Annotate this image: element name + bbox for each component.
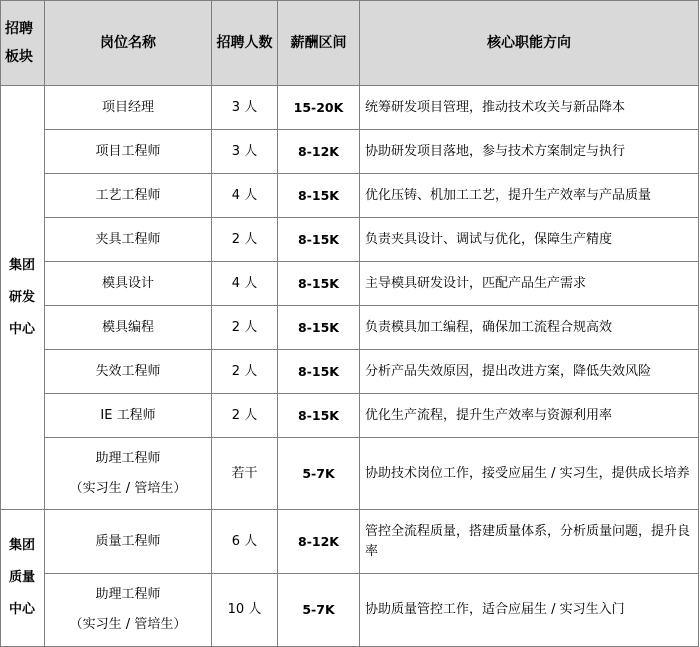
position-title: 助理工程师 [95,450,161,466]
table-row [1,306,699,350]
duty-cell: 协助质量管控工作，适合应届生 / 实习生入门 [360,574,699,647]
position-subtitle: （实习生 / 管培生） [69,617,187,632]
table-row [1,174,699,218]
headcount-cell: 4 人 [212,262,278,306]
position-cell: 项目经理 [45,86,212,130]
headcount-cell: 6 人 [212,510,278,574]
salary-cell: 8-12K [278,510,360,574]
salary-cell: 8-15K [278,174,360,218]
position-cell: 工艺工程师 [45,174,212,218]
headcount-cell: 2 人 [212,218,278,262]
position-cell: 质量工程师 [45,510,212,574]
salary-cell: 8-12K [278,130,360,174]
salary-cell: 15-20K [278,86,360,130]
duty-cell: 优化压铸、机加工工艺，提升生产效率与产品质量 [360,174,699,218]
table-row [1,510,699,574]
table-header-row [1,1,699,86]
position-cell: 项目工程师 [45,130,212,174]
position-cell: IE 工程师 [45,394,212,438]
header-salary: 薪酬区间 [278,1,360,86]
header-duty: 核心职能方向 [360,1,699,86]
table-row [1,350,699,394]
position-cell [45,574,212,647]
table-row [1,218,699,262]
position-cell: 模具编程 [45,306,212,350]
salary-cell: 8-15K [278,394,360,438]
header-headcount: 招聘人数 [212,1,278,86]
header-position: 岗位名称 [45,1,212,86]
table-row [1,574,699,647]
duty-cell: 协助研发项目落地，参与技术方案制定与执行 [360,130,699,174]
salary-cell: 8-15K [278,350,360,394]
salary-cell: 5-7K [278,438,360,510]
headcount-cell: 3 人 [212,130,278,174]
position-title: 助理工程师 [95,587,161,602]
table-row [1,438,699,510]
table-row [1,86,699,130]
duty-cell: 协助技术岗位工作，接受应届生 / 实习生，提供成长培养 [360,438,699,510]
position-cell: 夹具工程师 [45,218,212,262]
position-cell [45,438,212,510]
duty-cell: 主导模具研发设计，匹配产品生产需求 [360,262,699,306]
position-subtitle: （实习生 / 管培生） [69,480,187,496]
headcount-cell: 3 人 [212,86,278,130]
position-cell: 失效工程师 [45,350,212,394]
duty-cell: 统筹研发项目管理，推动技术攻关与新品降本 [360,86,699,130]
table-row [1,130,699,174]
section-quality-center: 集团质量中心 [1,510,45,647]
duty-cell: 优化生产流程，提升生产效率与资源利用率 [360,394,699,438]
headcount-cell: 若干 [212,438,278,510]
table-row [1,262,699,306]
headcount-cell: 4 人 [212,174,278,218]
duty-cell: 负责夹具设计、调试与优化，保障生产精度 [360,218,699,262]
section-rd-center: 集团研发中心 [1,86,45,510]
headcount-cell: 2 人 [212,306,278,350]
headcount-cell: 2 人 [212,394,278,438]
headcount-cell: 10 人 [212,574,278,647]
duty-cell: 分析产品失效原因，提出改进方案，降低失效风险 [360,350,699,394]
duty-cell: 管控全流程质量，搭建质量体系，分析质量问题，提升良率 [360,510,699,574]
position-cell: 模具设计 [45,262,212,306]
salary-cell: 8-15K [278,262,360,306]
header-section: 招聘板块 [1,1,45,86]
salary-cell: 5-7K [278,574,360,647]
duty-cell: 负责模具加工编程，确保加工流程合规高效 [360,306,699,350]
salary-cell: 8-15K [278,306,360,350]
table-row [1,394,699,438]
salary-cell: 8-15K [278,218,360,262]
headcount-cell: 2 人 [212,350,278,394]
